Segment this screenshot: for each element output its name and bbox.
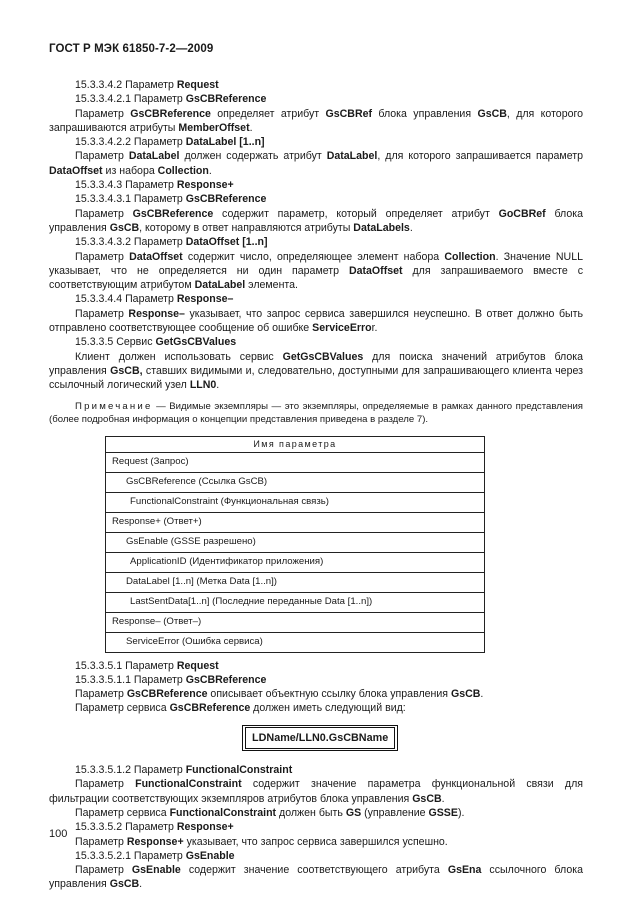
paragraph-body: Параметр GsCBReference описывает объектную ссылку блока управления GsCB. xyxy=(75,688,484,701)
table-row: ServiceError (Ошибка сервиса) xyxy=(106,632,485,652)
table-row: Response+ (Ответ+) xyxy=(106,512,485,532)
paragraph-body: Параметр Response+ указывает, что запрос сервиса завершился успешно. xyxy=(75,835,448,848)
paragraph-heading: 15.3.3.4.3.2 Параметр DataOffset [1..n] xyxy=(75,236,268,249)
table-header: Имя параметра xyxy=(106,436,485,452)
paragraph-body: Параметр DataOffset содержит число, определяющее элемент набора Collection. Значение NULL указывает, что не определяется ни один параметр DataOffset для запрашиваемого вместе с соответствующим атрибутом DataLabel элемента. xyxy=(49,250,584,292)
paragraph-body: Параметр сервиса GsCBReference должен иметь следующий вид: xyxy=(75,702,406,715)
paragraph-heading: 15.3.3.4.4 Параметр Response– xyxy=(75,293,234,306)
paragraph-heading: 15.3.3.5.2.1 Параметр GsEnable xyxy=(75,849,235,862)
paragraph-heading: 15.3.3.4.3 Параметр Response+ xyxy=(75,179,234,192)
table-row: ApplicationID (Идентификатор приложения) xyxy=(106,552,485,572)
format-box-wrapper xyxy=(49,725,583,751)
paragraph-heading: 15.3.3.5.1.1 Параметр GsCBReference xyxy=(75,673,267,686)
parameter-table xyxy=(105,436,485,653)
paragraph-heading: 15.3.3.4.2.1 Параметр GsCBReference xyxy=(75,93,267,106)
paragraph-heading: 15.3.3.5.1.2 Параметр FunctionalConstraint xyxy=(75,764,293,777)
note-paragraph xyxy=(49,400,583,426)
paragraph-heading: 15.3.3.5 Сервис GetGsCBValues xyxy=(75,336,237,349)
page-content xyxy=(49,78,583,892)
format-box-text: LDName/LLN0.GsCBName xyxy=(245,727,395,749)
format-box xyxy=(242,725,398,751)
paragraph-heading: 15.3.3.5.1 Параметр Request xyxy=(75,659,219,672)
table-row: FunctionalConstraint (Функциональная связь) xyxy=(106,492,485,512)
note-text: — Видимые экземпляры — это экземпляры, определяемые в рамках данного представления (более подробная информация о концепции представления приведена в разделе 7). xyxy=(49,400,583,425)
paragraph-body: Параметр GsEnable содержит значение соответствующего атрибута GsEna ссылочного блока управления GsCB. xyxy=(49,864,583,891)
document-header: ГОСТ Р МЭК 61850-7-2—2009 xyxy=(49,43,214,55)
paragraph-heading: 15.3.3.4.3.1 Параметр GsCBReference xyxy=(75,193,267,206)
paragraph-body: Параметр сервиса FunctionalConstraint должен быть GS (управление GSSE). xyxy=(75,806,465,819)
paragraph-body: Клиент должен использовать сервис GetGsCBValues для поиска значений атрибутов блока управления GsCB, ставших видимыми и, следовательно, доступными для запрашивающего клиента через ссылочный логический узел LLN0. xyxy=(49,350,583,392)
paragraph-body: Параметр GsCBReference определяет атрибут GsCBRef блока управления GsCB, для которого запрашиваются атрибуты MemberOffset. xyxy=(49,107,584,134)
paragraph-body: Параметр FunctionalConstraint содержит значение параметра функциональной связи для фильтрации соответствующих экземпляров атрибутов блока управления GsCB. xyxy=(49,778,583,805)
table-row: LastSentData[1..n] (Последние переданные Data [1..n]) xyxy=(106,592,485,612)
table-row: GsEnable (GSSE разрешено) xyxy=(106,532,485,552)
table-row: Response– (Ответ–) xyxy=(106,612,485,632)
table-row: DataLabel [1..n] (Метка Data [1..n]) xyxy=(106,572,485,592)
paragraph-body: Параметр Response– указывает, что запрос сервиса завершился неуспешно. В ответ должно быть отправлено соответствующее сообщение об ошибке ServiceError. xyxy=(49,307,583,335)
note-label: Примечание xyxy=(75,400,153,412)
paragraph-body: Параметр GsCBReference содержит параметр, который определяет атрибут GoCBRef блока управления GsCB, которому в ответ направляются атрибуты DataLabels. xyxy=(49,207,583,234)
paragraph-heading: 15.3.3.4.2 Параметр Request xyxy=(75,79,219,91)
paragraph-body: Параметр DataLabel должен содержать атрибут DataLabel, для которого запрашивается параметр DataOffset из набора Collection. xyxy=(49,150,583,177)
paragraph-heading: 15.3.3.4.2.2 Параметр DataLabel [1..n] xyxy=(75,136,265,149)
paragraph-heading: 15.3.3.5.2 Параметр Response+ xyxy=(75,821,234,834)
table-row: GsCBReference (Ссылка GsCB) xyxy=(106,472,485,492)
table-row: Request (Запрос) xyxy=(106,452,485,472)
page-number: 100 xyxy=(49,828,68,840)
